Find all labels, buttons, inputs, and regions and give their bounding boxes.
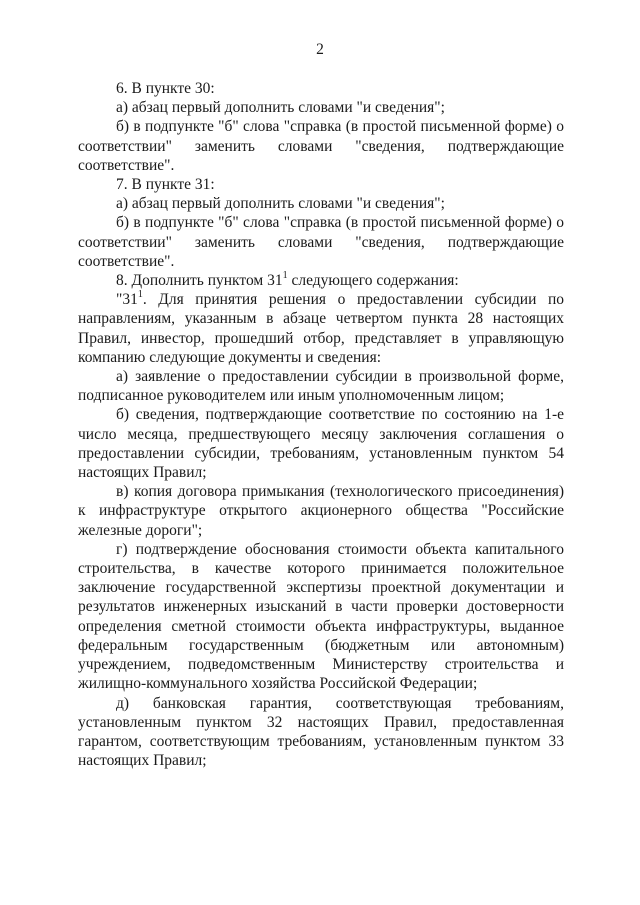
paragraph-6: 6. В пункте 30: [116, 80, 215, 97]
paragraph-8-text: 8. Дополнить пунктом 31 [116, 272, 283, 290]
paragraph-8-text-end: следующего содержания: [287, 272, 459, 290]
paragraph-7b: б) в подпункте "б" слова "справка (в простой письменной форме) о соответствии" заменить словами "сведения, подтверждающие соответствие". [78, 214, 564, 270]
paragraph-31-1 [78, 290, 564, 367]
paragraph-31-1-g: г) подтверждение обоснования стоимости объекта капитального строительства, в качестве которого принимается положительное заключение государственной экспертизы проектной документации и результатов инженерных изысканий в части проверки достоверности определения сметной стоимости объекта инфраструктуры, выданное федеральным государственным (бюджетным или автономным) учреждением, подведомственным Министерству строительства и жилищно-коммунального хозяйства Российской Федерации; [78, 540, 564, 693]
superscript-1: 1 [282, 269, 288, 281]
paragraph-7: 7. В пункте 31: [116, 176, 215, 194]
paragraph-31-1-b: б) сведения, подтверждающие соответствие по состоянию на 1-е число месяца, предшествующего месяцу заключения соглашения о предоставлении субсидии, требованиям, установленным пунктом 54 настоящих Правил; [78, 406, 564, 482]
paragraph-31-1-d: д) банковская гарантия, соответствующая требованиям, установленным пунктом 32 настоящих Правил, предоставленная гарантом, соответствующим требованиям, установленным пунктом 33 настоящих Правил; [78, 694, 564, 770]
paragraph-31-1-number: "31 [116, 291, 138, 309]
paragraph-31-1-text: . Для принятия решения о предоставлении субсидии по направлениям, указанным в абзаце четвертом пункта 28 настоящих Правил, инвестор, прошедший отбор, представляет в управляющую компанию следующие документы и сведения: [78, 291, 564, 366]
page-number: 2 [316, 41, 324, 58]
paragraph-31-1-a: а) заявление о предоставлении субсидии в произвольной форме, подписанное руководителем или иным уполномоченным лицом; [78, 368, 564, 405]
paragraph-31-1-v: в) копия договора примыкания (технологического присоединения) к инфраструктуре открытого акционерного общества "Российские железные дороги"; [78, 483, 564, 539]
document-body [78, 79, 564, 770]
paragraph-6a: а) абзац первый дополнить словами "и сведения"; [116, 99, 445, 117]
superscript-1: 1 [137, 289, 143, 301]
paragraph-8 [78, 271, 564, 290]
paragraph-6b: б) в подпункте "б" слова "справка (в простой письменной форме) о соответствии" заменить словами "сведения, подтверждающие соответствие". [78, 118, 564, 174]
paragraph-7a: а) абзац первый дополнить словами "и сведения"; [116, 195, 445, 213]
